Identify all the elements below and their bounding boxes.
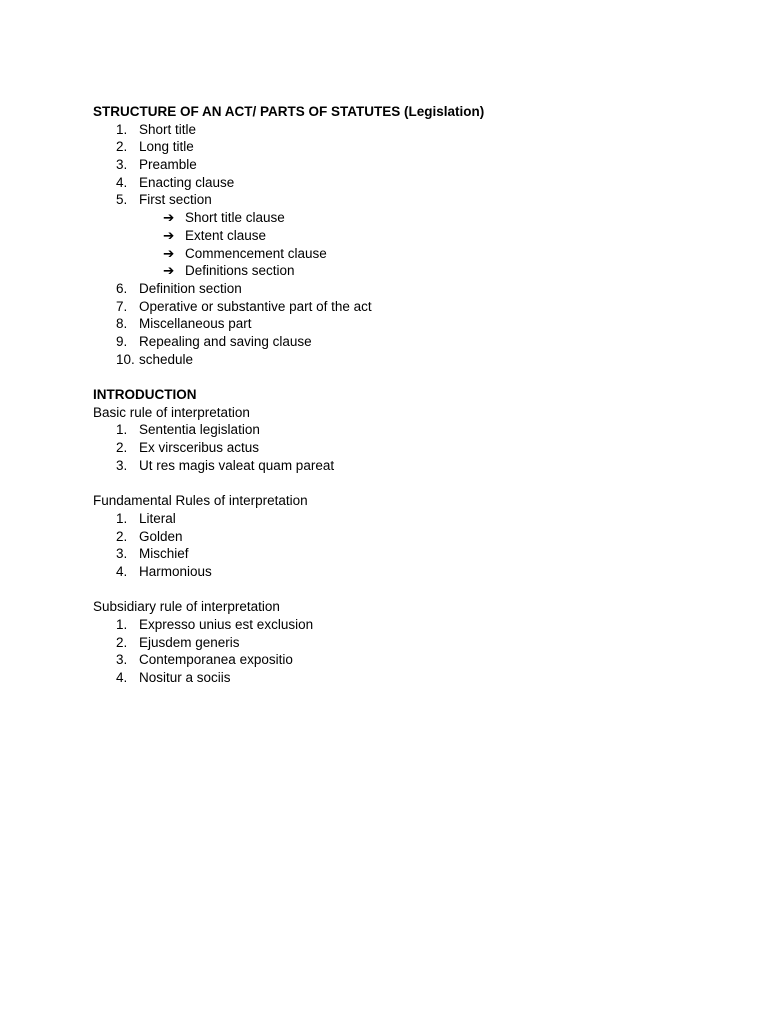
list-number: 1. bbox=[116, 121, 128, 137]
list-item-text: First section bbox=[139, 192, 212, 208]
list-number: 5. bbox=[116, 192, 128, 208]
list-item bbox=[93, 351, 728, 369]
basic-rule-label: Basic rule of interpretation bbox=[93, 404, 250, 420]
fundamental-rules-label: Fundamental Rules of interpretation bbox=[93, 493, 308, 509]
list-number: 7. bbox=[116, 298, 128, 314]
list-item-text: Mischief bbox=[139, 546, 189, 562]
list-item-text: Expresso unius est exclusion bbox=[139, 616, 314, 632]
list-item-text: Miscellaneous part bbox=[139, 316, 252, 332]
list-item-text: Harmonious bbox=[139, 563, 212, 579]
list-item bbox=[93, 138, 728, 156]
arrow-right-icon: ➔ bbox=[163, 210, 175, 226]
list-number: 1. bbox=[116, 616, 128, 632]
list-item-text: Enacting clause bbox=[139, 174, 235, 190]
list-item bbox=[93, 457, 728, 475]
list-item-text: Operative or substantive part of the act bbox=[139, 298, 372, 314]
list-item-text: Nositur a sociis bbox=[139, 670, 231, 685]
list-item-text: Preamble bbox=[139, 157, 197, 173]
spacer bbox=[93, 368, 728, 386]
list-number: 9. bbox=[116, 333, 128, 349]
list-item bbox=[93, 315, 728, 333]
list-item-text: Contemporanea expositio bbox=[139, 652, 293, 668]
list-item-text: Ex virsceribus actus bbox=[139, 440, 260, 456]
spacer bbox=[93, 581, 728, 599]
list-number: 6. bbox=[116, 280, 128, 296]
list-number: 4. bbox=[116, 174, 128, 190]
list-number: 2. bbox=[116, 528, 128, 544]
list-number: 10. bbox=[116, 351, 135, 367]
list-item bbox=[93, 510, 728, 528]
sub-list-item-text: Short title clause bbox=[185, 210, 285, 226]
structure-heading: STRUCTURE OF AN ACT/ PARTS OF STATUTES (Legislation) bbox=[93, 104, 485, 119]
arrow-right-icon: ➔ bbox=[163, 245, 175, 261]
list-item bbox=[93, 651, 728, 669]
document-page bbox=[93, 103, 728, 687]
list-item bbox=[93, 298, 728, 316]
list-item bbox=[93, 545, 728, 563]
list-item-text: Golden bbox=[139, 528, 183, 544]
list-item-text: Literal bbox=[139, 510, 176, 526]
list-number: 8. bbox=[116, 316, 128, 332]
sub-list-item bbox=[93, 209, 728, 227]
list-number: 3. bbox=[116, 457, 128, 473]
sub-list-item-text: Definitions section bbox=[185, 263, 295, 279]
list-number: 3. bbox=[116, 157, 128, 173]
list-number: 4. bbox=[116, 563, 128, 579]
list-item bbox=[93, 563, 728, 581]
list-item bbox=[93, 616, 728, 634]
arrow-right-icon: ➔ bbox=[163, 263, 175, 279]
subsidiary-rules-label: Subsidiary rule of interpretation bbox=[93, 599, 280, 615]
list-item-text: schedule bbox=[139, 351, 194, 367]
list-item bbox=[93, 174, 728, 192]
list-item-text: Sententia legislation bbox=[139, 422, 260, 438]
list-item-text: Long title bbox=[139, 139, 194, 155]
list-item-text: Ut res magis valeat quam pareat bbox=[139, 457, 335, 473]
list-number: 1. bbox=[116, 422, 128, 438]
spacer bbox=[93, 474, 728, 492]
list-item-text: Short title bbox=[139, 121, 197, 137]
list-item bbox=[93, 421, 728, 439]
list-number: 4. bbox=[116, 670, 128, 685]
list-item bbox=[93, 634, 728, 652]
list-item-text: Definition section bbox=[139, 280, 242, 296]
sub-list-item-text: Commencement clause bbox=[185, 245, 327, 261]
list-number: 2. bbox=[116, 139, 128, 155]
list-item bbox=[93, 156, 728, 174]
list-number: 3. bbox=[116, 652, 128, 668]
sub-list-item bbox=[93, 227, 728, 245]
list-item-text: Repealing and saving clause bbox=[139, 333, 312, 349]
introduction-heading: INTRODUCTION bbox=[93, 387, 197, 402]
sub-list-item bbox=[93, 245, 728, 263]
list-item bbox=[93, 333, 728, 351]
sub-list-item bbox=[93, 262, 728, 280]
list-item bbox=[93, 280, 728, 298]
list-number: 2. bbox=[116, 634, 128, 650]
list-item-text: Ejusdem generis bbox=[139, 634, 240, 650]
list-number: 1. bbox=[116, 510, 128, 526]
list-item bbox=[93, 528, 728, 546]
list-item bbox=[93, 191, 728, 209]
arrow-right-icon: ➔ bbox=[163, 227, 175, 243]
list-item bbox=[93, 669, 728, 687]
list-number: 2. bbox=[116, 440, 128, 456]
list-item bbox=[93, 121, 728, 139]
list-number: 3. bbox=[116, 546, 128, 562]
sub-list-item-text: Extent clause bbox=[185, 227, 267, 243]
list-item bbox=[93, 439, 728, 457]
